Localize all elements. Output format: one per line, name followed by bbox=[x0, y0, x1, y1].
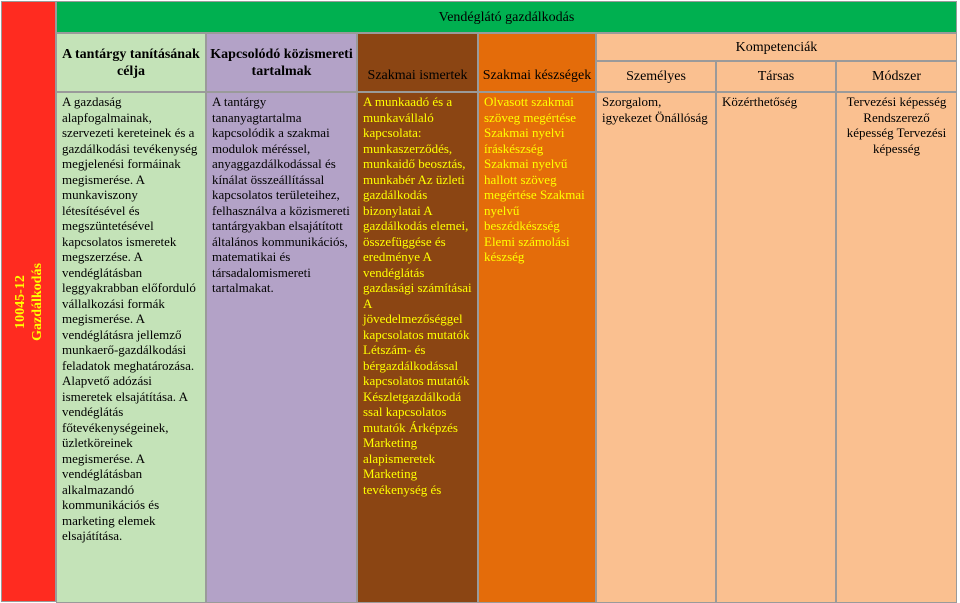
header-personal bbox=[596, 61, 716, 92]
personal-text: Szorgalom, igyekezet Önállóság bbox=[602, 94, 708, 125]
knowledge-text: A munkaadó és a munkavállaló kapcsolata: munkaszerződés, munkaidő beosztás, munkabér Az üzleti gazdálkodás bizonylatai A gazdálkodás elemei, összefüggése és eredménye A vendéglátás gazdasági számításai A jövedelmezőséggel kapcsolatos mutatók Létszám- és bérgazdálkodással kapcsolatos mutatók Készletgazdálkodá ssal kapcsolatos mutatók Árképzés Marketing alapismeretek Marketing tevékenység és bbox=[363, 94, 472, 497]
header-method-text: Módszer bbox=[872, 69, 921, 84]
module-name: Gazdálkodás bbox=[29, 262, 45, 341]
linked-text: A tantárgy tananyagtartalma kapcsolódik a szakmai modulok méréssel, anyaggazdálkodással és kínálat összeállítással kapcsolatos területeihez, felhasználva a közismereti tantárgyakban elsajátított általános kommunikációs, matematikai és társadalomismereti tartalmakat. bbox=[212, 94, 350, 295]
skills-cell bbox=[478, 92, 596, 603]
header-social-text: Társas bbox=[757, 69, 795, 84]
skills-text: Olvasott szakmai szöveg megértése Szakmai nyelvi íráskészség Szakmai nyelvű hallott szöveg megértése Szakmai nyelvű beszédkészség Elemi számolási készség bbox=[484, 94, 585, 264]
page-title bbox=[56, 1, 957, 33]
goal-cell bbox=[56, 92, 206, 603]
header-social bbox=[716, 61, 836, 92]
social-text: Közérthetőség bbox=[722, 94, 798, 109]
module-code-sidebar bbox=[1, 1, 56, 602]
header-skills-text: Szakmai készségek bbox=[482, 68, 592, 83]
header-goal bbox=[56, 33, 206, 92]
personal-cell bbox=[596, 92, 716, 603]
page-title-text: Vendéglátó gazdálkodás bbox=[438, 9, 575, 25]
header-goal-text: A tantárgy tanításának célja bbox=[62, 46, 200, 79]
module-code-label bbox=[12, 263, 46, 341]
header-method bbox=[836, 61, 957, 92]
social-cell bbox=[716, 92, 836, 603]
method-cell bbox=[836, 92, 957, 603]
header-knowledge-text: Szakmai ismertek bbox=[367, 68, 468, 83]
method-text: Tervezési képesség Rendszerező képesség Tervezési képesség bbox=[846, 94, 947, 156]
knowledge-cell bbox=[357, 92, 478, 603]
linked-cell bbox=[206, 92, 357, 603]
goal-text: A gazdaság alapfogalmainak, szervezeti kereteinek és a gazdálkodási tevékenység megjelenési formáinak megismerése. A munkaviszony létesítésével és megszüntetésével kapcsolatos ismeretek megszerzése. A vendéglátásban leggyakrabban előforduló vállalkozási formák megismerése. A vendéglátásra jellemző munkaerő-gazdálkodási feladatok meghatározása. Alapvető adózási ismeretek elsajátítása. A vendéglátás főtevékenységeinek, üzletköreinek megismerése. A vendéglátásban alkalmazandó kommunikációs és marketing elemek elsajátítása. bbox=[62, 94, 198, 543]
header-linked-text: Kapcsolódó közismereti tartalmak bbox=[210, 46, 353, 79]
header-competencies-text: Kompetenciák bbox=[735, 39, 818, 55]
header-linked bbox=[206, 33, 357, 92]
module-code: 10045-12 bbox=[12, 274, 28, 329]
header-competencies bbox=[596, 33, 957, 61]
header-personal-text: Személyes bbox=[626, 69, 686, 84]
header-skills bbox=[478, 33, 596, 92]
header-knowledge bbox=[357, 33, 478, 92]
